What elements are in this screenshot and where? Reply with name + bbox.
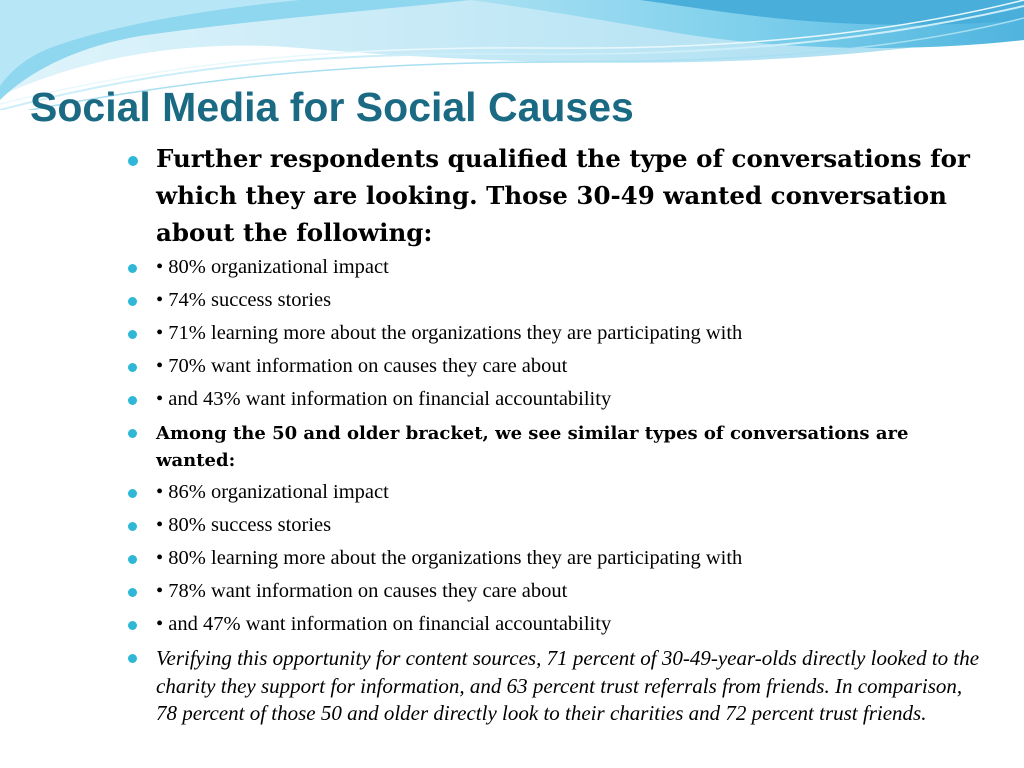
list-item xyxy=(128,579,988,604)
list-item xyxy=(128,255,988,280)
bullet-dot-icon xyxy=(128,588,137,597)
list-item-text: • 74% success stories xyxy=(156,289,332,311)
list-item-text: • and 43% want information on financial accountability xyxy=(156,388,612,410)
list-item xyxy=(128,513,988,538)
list-item-text: Further respondents qualified the type of conversations for which they are looking. Those 30-49 wanted conversation about the following: xyxy=(156,144,970,247)
list-item xyxy=(128,288,988,313)
bullet-dot-icon xyxy=(128,363,137,372)
bullet-dot-icon xyxy=(128,264,137,273)
list-item-text: • 86% organizational impact xyxy=(156,481,389,503)
bullet-dot-icon xyxy=(128,396,137,405)
list-item xyxy=(128,480,988,505)
bullet-dot-icon xyxy=(128,555,137,564)
list-item-text: • and 47% want information on financial accountability xyxy=(156,613,612,635)
list-item xyxy=(128,387,988,412)
bullet-dot-icon xyxy=(128,297,137,306)
list-item xyxy=(128,354,988,379)
bullet-dot-icon xyxy=(128,621,137,630)
list-item-text: • 78% want information on causes they care about xyxy=(156,580,568,602)
bullet-dot-icon xyxy=(128,489,137,498)
list-item-text: • 70% want information on causes they care about xyxy=(156,355,568,377)
list-item xyxy=(128,645,988,728)
list-item-text: Verifying this opportunity for content sources, 71 percent of 30-49-year-olds directly looked to the charity they support for information, and 63 percent trust referrals from friends. In comparison, 78 percent of those 50 and older directly look to their charities and 72 percent trust friends. xyxy=(156,646,980,725)
list-item xyxy=(128,546,988,571)
bullet-dot-icon xyxy=(128,522,137,531)
list-item-text: Among the 50 and older bracket, we see similar types of conversations are wanted: xyxy=(156,423,909,471)
bullet-dot-icon xyxy=(128,330,137,339)
list-item xyxy=(128,612,988,637)
list-item-text: • 80% success stories xyxy=(156,514,332,536)
list-item xyxy=(128,140,988,251)
bullet-dot-icon xyxy=(128,156,138,166)
list-item-text: • 80% organizational impact xyxy=(156,256,389,278)
list-item xyxy=(128,321,988,346)
bullet-dot-icon xyxy=(128,429,137,438)
bullet-list xyxy=(128,140,988,728)
list-item-text: • 71% learning more about the organizations they are participating with xyxy=(156,322,743,344)
list-item-text: • 80% learning more about the organizations they are participating with xyxy=(156,547,743,569)
list-item xyxy=(128,420,988,474)
bullet-dot-icon xyxy=(128,654,137,663)
slide-title: Social Media for Social Causes xyxy=(30,84,634,130)
